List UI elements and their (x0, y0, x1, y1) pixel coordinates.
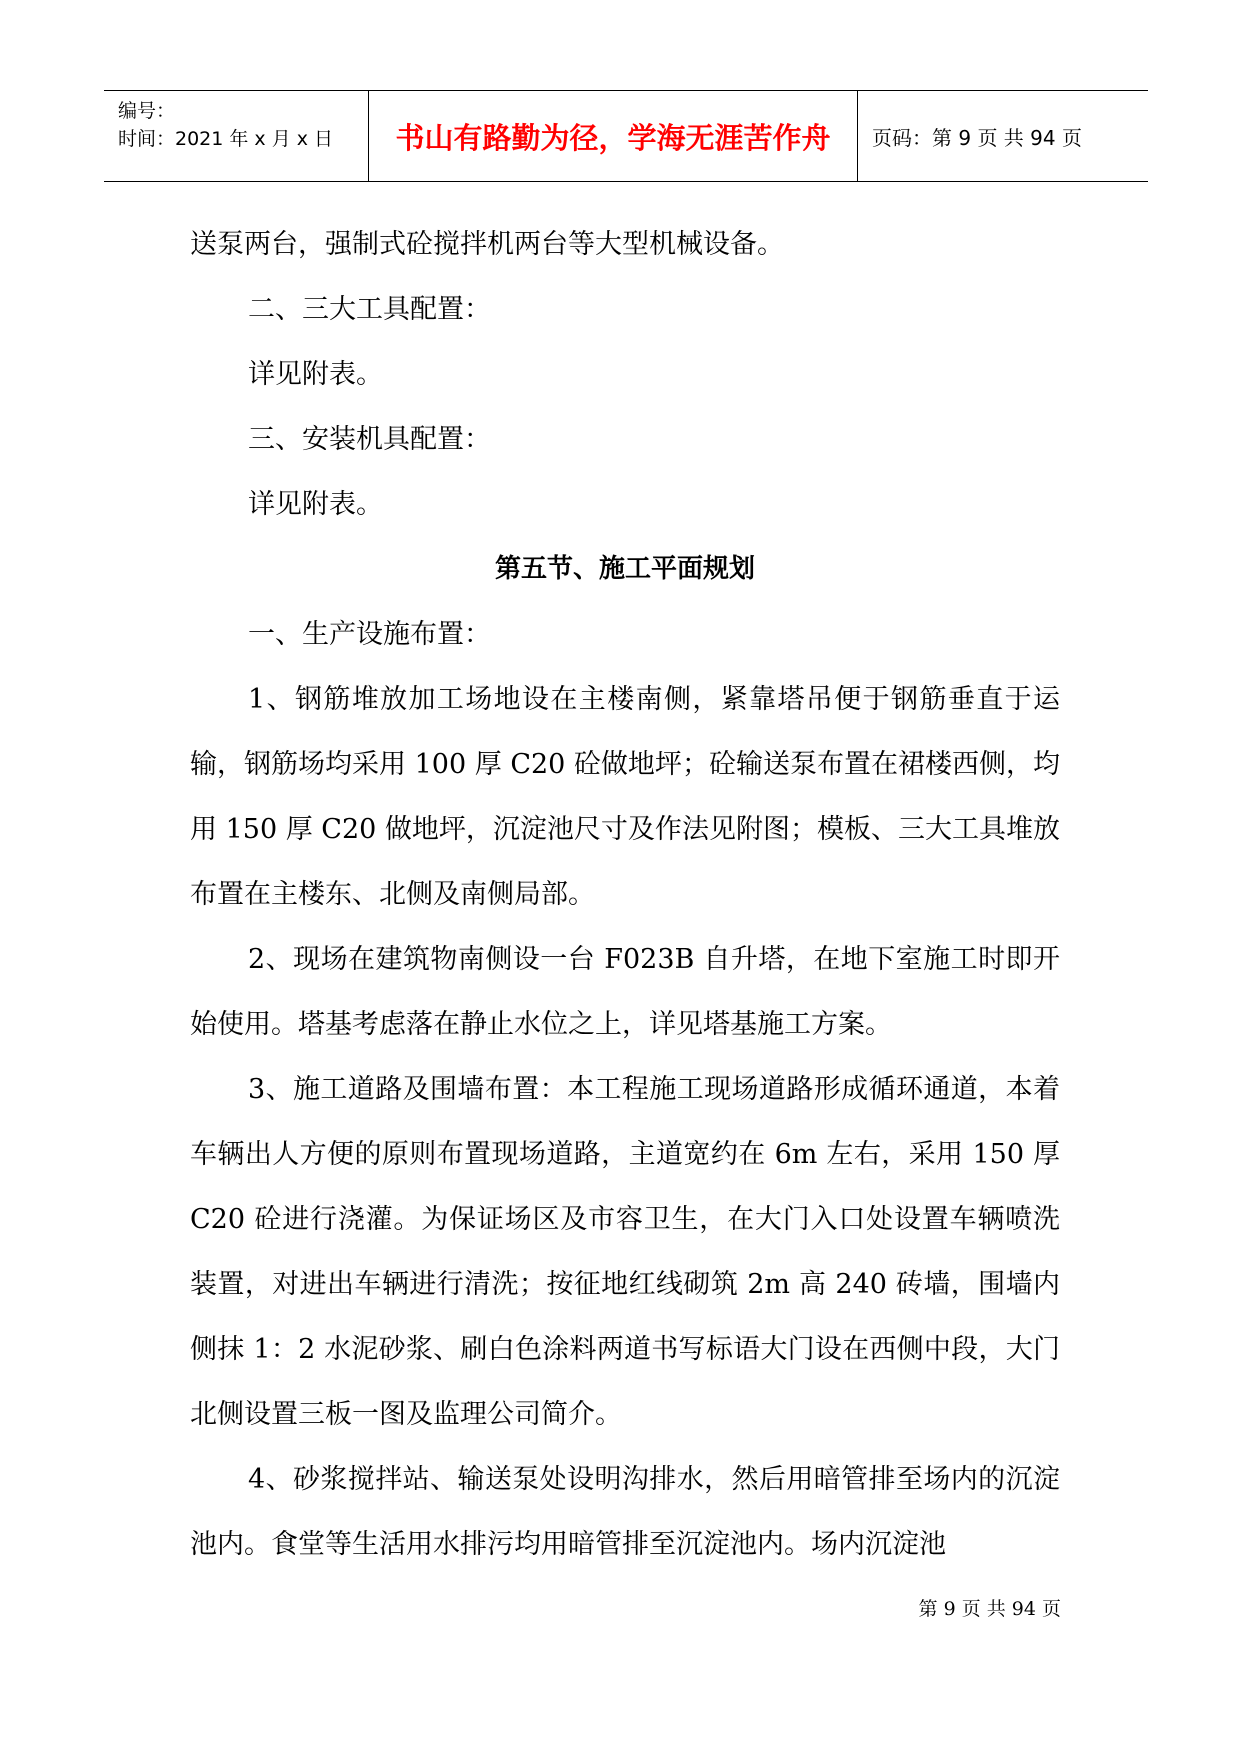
heading-production-facilities: 一、生产设施布置： (248, 619, 491, 650)
document-number-label: 编号： (118, 100, 176, 122)
paragraph-see-appendix-2: 详见附表。 (248, 489, 383, 520)
document-body (190, 212, 1060, 1577)
section-title: 第五节、施工平面规划 (494, 554, 755, 584)
paragraph-see-appendix-1: 详见附表。 (248, 359, 383, 390)
document-header (104, 90, 1148, 182)
paragraph-item-3: 3、施工道路及围墙布置：本工程施工现场道路形成循环通道，本着车辆出人方便的原则布置现场道路，主道宽约在 6m 左右，采用 150 厚 C20 砼进行浇灌。为保证场区及市容卫生，在大门入口处设置车辆喷洗装置，对进出车辆进行清洗；按征地红线砌筑 2m 高 240 砖墙，围墙内侧抹 1：2 水泥砂浆、刷白色涂料两道书写标语大门设在西侧中段，大门北侧设置三板一图及监理公司简介。 (190, 1074, 1060, 1430)
page-footer: 第 9 页 共 94 页 (918, 1598, 1061, 1620)
header-page-info: 页码：第 9 页 共 94 页 (872, 125, 1082, 150)
header-meta (104, 91, 368, 181)
paragraph-item-1: 1、钢筋堆放加工场地设在主楼南侧，紧靠塔吊便于钢筋垂直于运输，钢筋场均采用 100 厚 C20 砼做地坪；砼输送泵布置在裙楼西侧，均用 150 厚 C20 做地坪，沉淀池尺寸及作法见附图；模板、三大工具堆放布置在主楼东、北侧及南侧局部。 (190, 684, 1060, 910)
heading-tools-config: 二、三大工具配置： (248, 294, 491, 325)
document-time-label: 时间：2021 年 x 月 x 日 (118, 128, 334, 150)
paragraph-item-2: 2、现场在建筑物南侧设一台 F023B 自升塔，在地下室施工时即开始使用。塔基考虑落在静止水位之上，详见塔基施工方案。 (190, 944, 1060, 1040)
paragraph-item-4: 4、砂浆搅拌站、输送泵处设明沟排水，然后用暗管排至场内的沉淀池内。食堂等生活用水排污均用暗管排至沉淀池内。场内沉淀池 (190, 1464, 1060, 1560)
heading-install-config: 三、安装机具配置： (248, 424, 491, 455)
paragraph-continued: 送泵两台，强制式砼搅拌机两台等大型机械设备。 (190, 229, 784, 260)
header-motto: 书山有路勤为径，学海无涯苦作舟 (368, 91, 858, 181)
